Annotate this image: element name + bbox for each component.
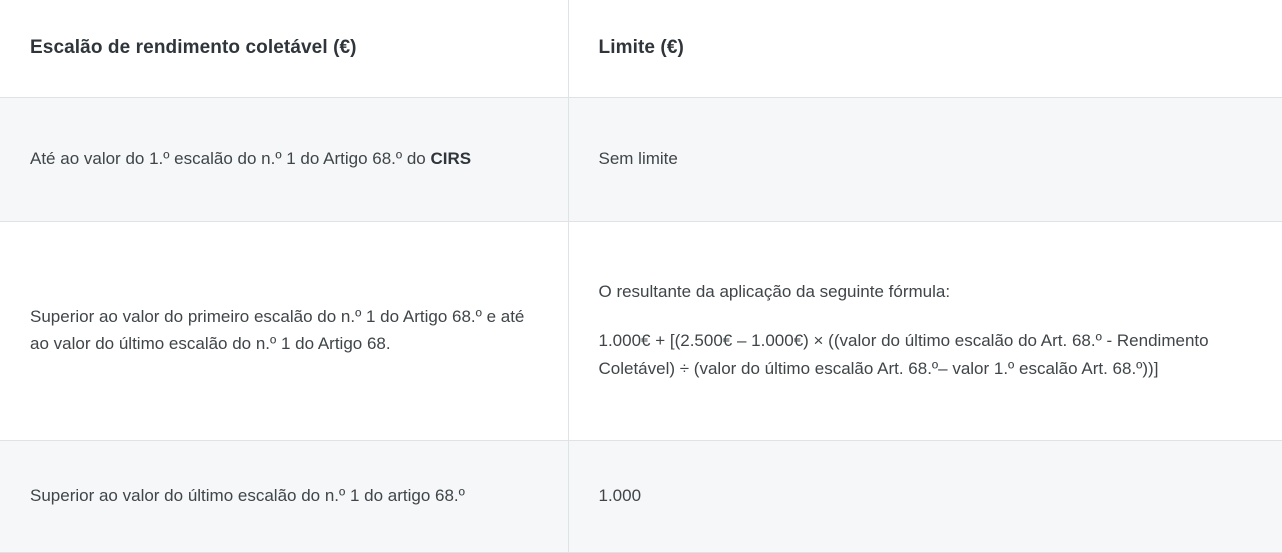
cell-bracket-1 — [0, 97, 568, 221]
cell-limit-2 — [568, 221, 1282, 440]
table-body — [0, 97, 1282, 552]
cell-bracket-1-bold: CIRS — [430, 148, 472, 168]
cell-bracket-1-text: Até ao valor do 1.º escalão do n.º 1 do Artigo 68.º do — [30, 148, 431, 168]
table-row — [0, 97, 1282, 221]
limit-formula-expression: 1.000€ + [(2.500€ – 1.000€) × ((valor do último escalão do Art. 68.º - Rendimento Coletável) ÷ (valor do último escalão Art. 68.º– valor 1.º escalão Art. 68.º))] — [598, 331, 1209, 378]
column-header-limit: Limite (€) — [568, 0, 1282, 97]
cell-limit-1: Sem limite — [568, 97, 1282, 221]
cell-limit-3: 1.000 — [568, 440, 1282, 552]
cell-bracket-3: Superior ao valor do último escalão do n.º 1 do artigo 68.º — [0, 440, 568, 552]
column-header-bracket: Escalão de rendimento coletável (€) — [0, 0, 568, 97]
limit-formula-intro: O resultante da aplicação da seguinte fórmula: — [598, 281, 951, 301]
table-header-row — [0, 0, 1282, 97]
table-header — [0, 0, 1282, 97]
cell-bracket-2: Superior ao valor do primeiro escalão do n.º 1 do Artigo 68.º e até ao valor do último escalão do n.º 1 do Artigo 68. — [0, 221, 568, 440]
table-row — [0, 221, 1282, 440]
table-row — [0, 440, 1282, 552]
